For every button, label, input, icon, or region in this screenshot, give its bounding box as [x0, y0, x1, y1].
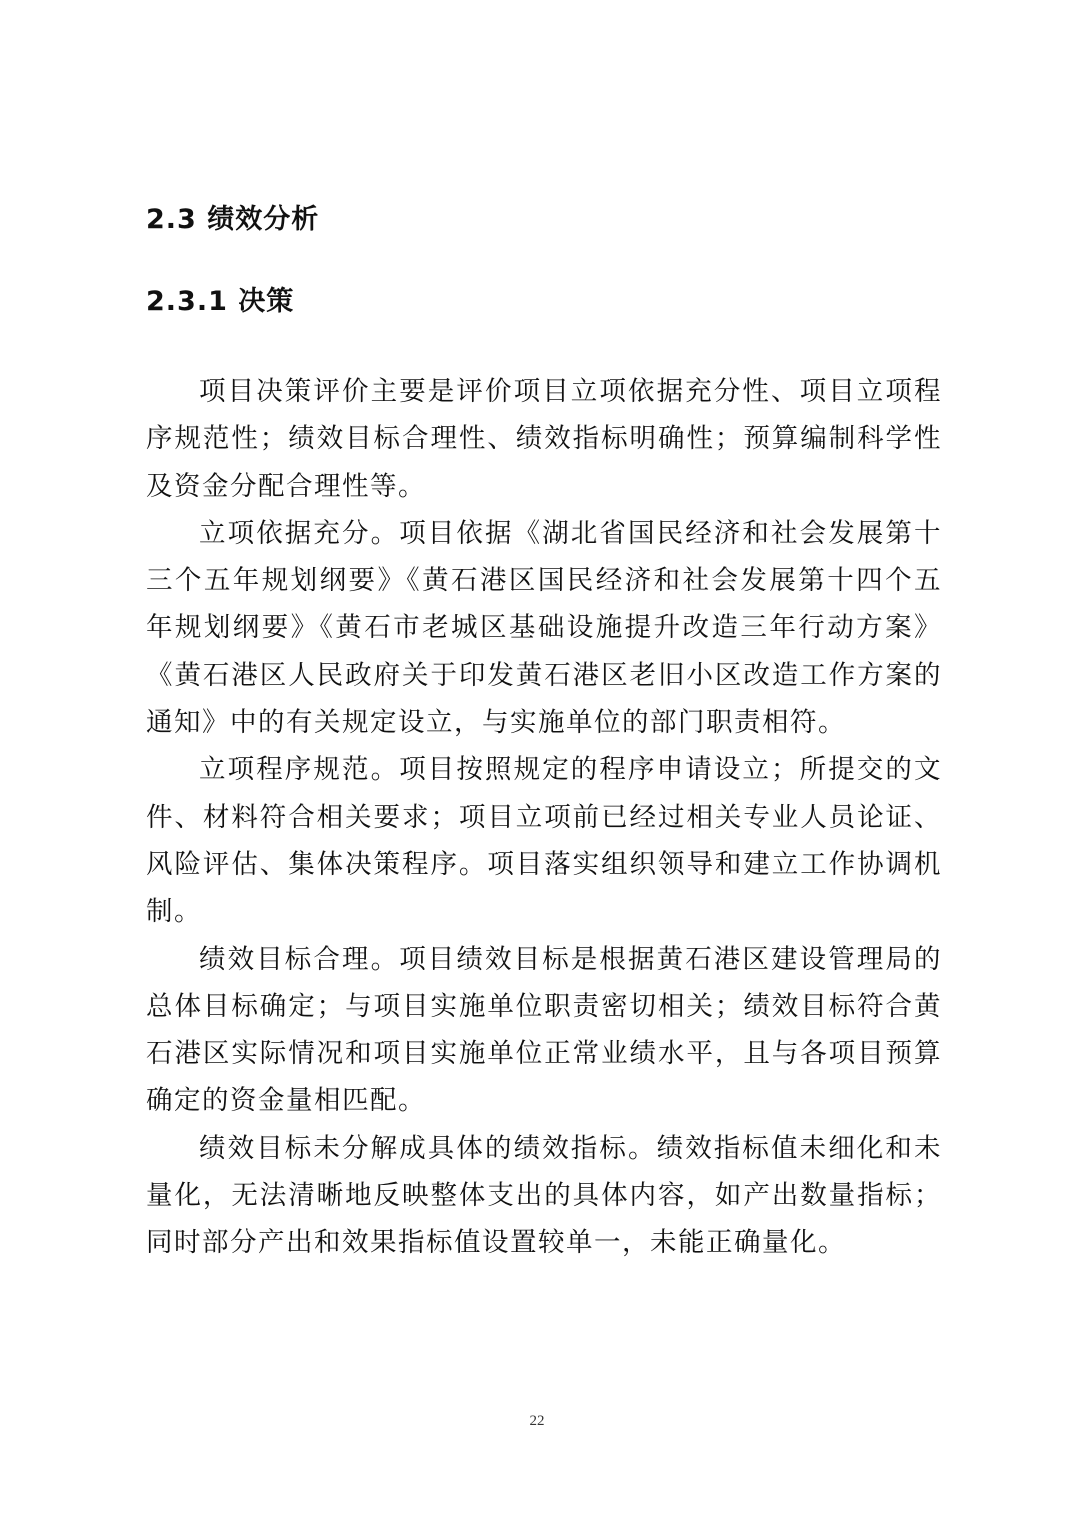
page-number: 22	[529, 1413, 545, 1429]
subsection-heading: 2.3.1 决策	[146, 286, 295, 317]
paragraph-project-procedure: 立项程序规范。项目按照规定的程序申请设立；所提交的文件、材料符合相关要求；项目立项前已经过相关专业人员论证、风险评估、集体决策程序。项目落实组织领导和建立工作协调机制。	[146, 754, 942, 928]
section-heading: 2.3 绩效分析	[146, 204, 320, 235]
paragraph-performance-indicators: 绩效目标未分解成具体的绩效指标。绩效指标值未细化和未量化，无法清晰地反映整体支出的具体内容，如产出数量指标；同时部分产出和效果指标值设置较单一，未能正确量化。	[146, 1132, 942, 1259]
paragraph-decision-overview: 项目决策评价主要是评价项目立项依据充分性、项目立项程序规范性；绩效目标合理性、绩效指标明确性；预算编制科学性及资金分配合理性等。	[146, 376, 942, 502]
page-body	[146, 196, 942, 1267]
paragraph-project-basis: 立项依据充分。项目依据《湖北省国民经济和社会发展第十三个五年规划纲要》《黄石港区国民经济和社会发展第十四个五年规划纲要》《黄石市老城区基础设施提升改造三年行动方案》《黄石港区人民政府关于印发黄石港区老旧小区改造工作方案的通知》中的有关规定设立，与实施单位的部门职责相符。	[146, 517, 942, 739]
paragraph-performance-goals: 绩效目标合理。项目绩效目标是根据黄石港区建设管理局的总体目标确定；与项目实施单位职责密切相关；绩效目标符合黄石港区实际情况和项目实施单位正常业绩水平，且与各项目预算确定的资金量相匹配。	[146, 943, 942, 1117]
